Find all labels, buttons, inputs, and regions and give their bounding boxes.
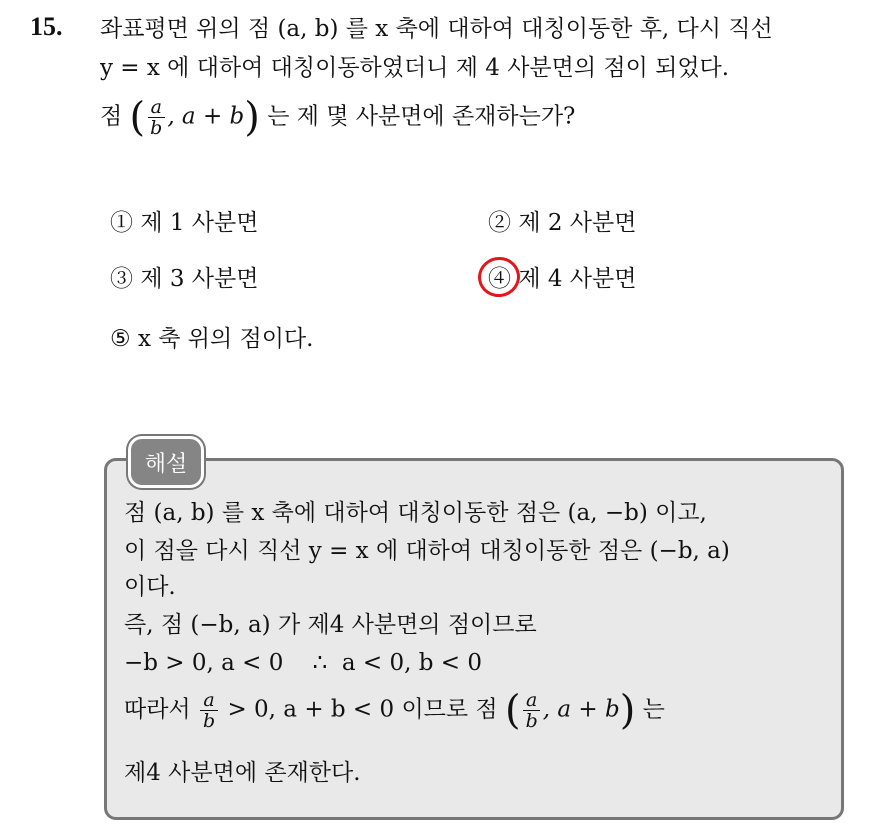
solution-left-paren: ( (504, 687, 521, 734)
question-number: 15. (30, 12, 63, 41)
choice-5[interactable] (110, 324, 313, 354)
choice-2[interactable] (488, 208, 636, 238)
solution-fraction-2-den: b (525, 710, 538, 732)
solution-line-4: 즉, 점 (−b, a) 가 제4 사분면의 점이므로 (124, 612, 537, 638)
solution-line-6-prefix: 따라서 (124, 696, 191, 723)
choice-text-1: 제 1 사분면 (140, 210, 259, 236)
fraction-a-over-b (147, 97, 165, 138)
question-line-1: 좌표평면 위의 점 (a, b) 를 x 축에 대하여 대칭이동한 후, 다시 직선 (100, 16, 773, 42)
solution-line-6-suffix: 는 (642, 696, 665, 723)
choice-text-2: 제 2 사분면 (518, 210, 637, 236)
choice-mark-1: ① (110, 210, 133, 236)
solution-fraction-1-num: a (200, 690, 217, 711)
choice-mark-3: ③ (110, 266, 133, 292)
right-paren: ) (244, 94, 260, 141)
solution-fraction-1 (200, 690, 218, 731)
solution-line-2: 이 점을 다시 직선 y = x 에 대하여 대칭이동한 점은 (−b, a) (124, 538, 730, 564)
fraction-denominator: b (150, 117, 163, 139)
question-line-3-suffix: 는 제 몇 사분면에 존재하는가? (267, 103, 576, 130)
solution-fraction-2 (523, 690, 541, 731)
question-line-2: y = x 에 대하여 대칭이동하였더니 제 4 사분면의 점이 되었다. (100, 55, 730, 81)
choice-3[interactable] (110, 264, 258, 294)
solution-line-3: 이다. (124, 574, 176, 600)
solution-right-paren: ) (619, 687, 636, 734)
solution-line-7: 제4 사분면에 존재한다. (124, 760, 361, 786)
solution-label: 해설 (128, 436, 204, 488)
question-line-3 (100, 94, 576, 141)
solution-line-6 (124, 687, 665, 734)
choice-mark-2: ② (488, 210, 511, 236)
solution-line-5: −b > 0, a < 0 ∴ a < 0, b < 0 (124, 650, 482, 676)
choice-text-5: x 축 위의 점이다. (137, 326, 314, 352)
solution-fraction-2-num: a (523, 690, 540, 711)
fraction-numerator: a (148, 97, 165, 118)
choice-1[interactable] (110, 208, 258, 238)
solution-line-6-inner: , a + b (542, 696, 620, 723)
solution-line-6-mid: > 0, a + b < 0 이므로 점 (227, 696, 498, 723)
solution-line-1: 점 (a, b) 를 x 축에 대하여 대칭이동한 점은 (a, −b) 이고, (124, 500, 707, 526)
choice-text-3: 제 3 사분면 (140, 266, 259, 292)
left-paren: ( (129, 94, 146, 141)
choice-text-4: 제 4 사분면 (518, 266, 637, 292)
solution-fraction-1-den: b (202, 710, 216, 732)
choice-mark-4: ④ (488, 266, 511, 292)
question-line-3-inner: , a + b (167, 103, 245, 130)
question-line-3-prefix: 점 (100, 103, 123, 130)
choice-mark-5: ⑤ (110, 326, 131, 352)
